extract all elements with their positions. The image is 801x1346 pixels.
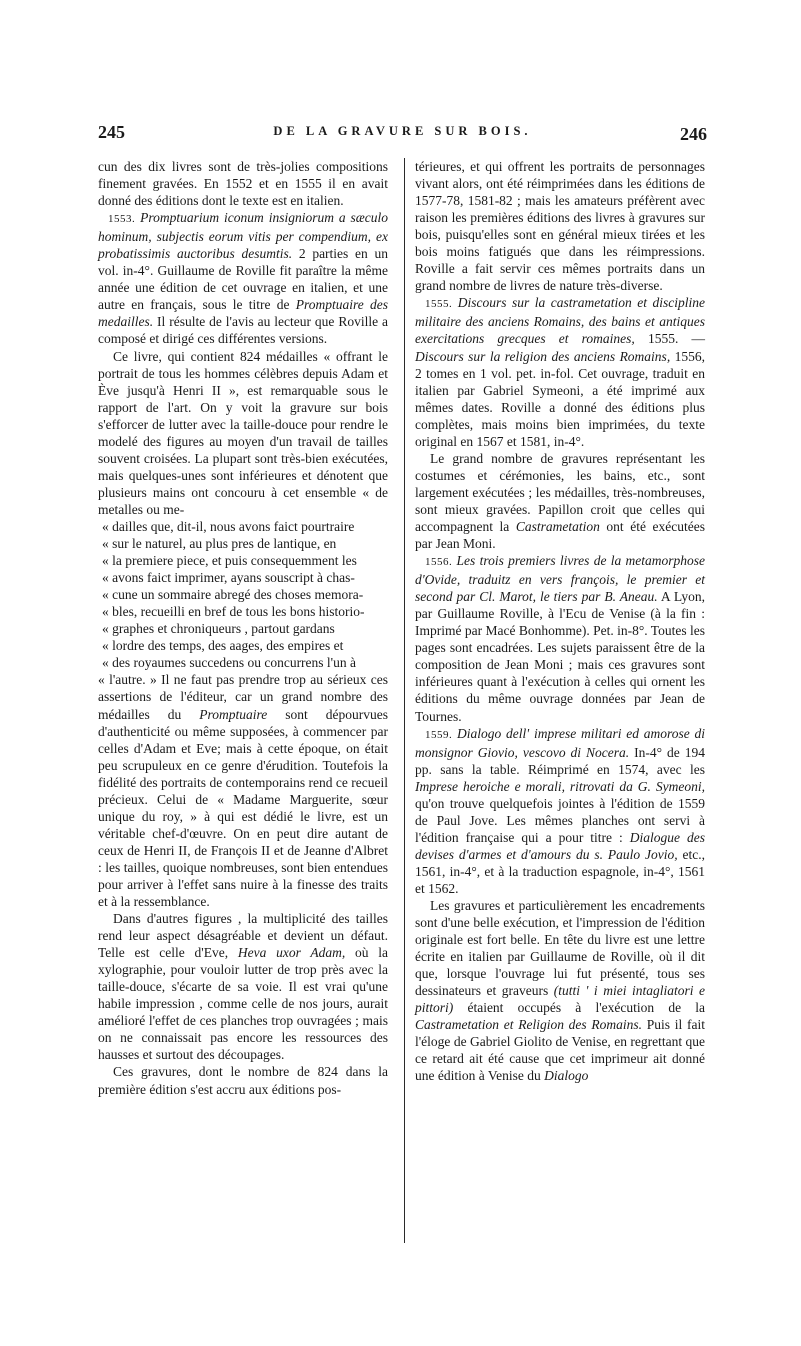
book-title: Discours sur la religion des anciens Romains, [415, 348, 671, 364]
column-divider [404, 158, 405, 1243]
paragraph-text: Puis il fait l'éloge de Gabriel Giolito de Venise, en regrettant que ce retard ait été cause que cet imprimeur ait donné une édition à Venise du [415, 1017, 705, 1084]
quote-line: « dailles que, dit-il, nous avons faict pourtraire [102, 518, 355, 534]
paragraph-text: Le grand nombre de gravures représentant les costumes et cérémonies, les bains, etc., sont largement exécutées ; les médailles, très-nombreuses, sont mieux gravées. Papillon croit que celles qui accompagnent la [415, 450, 705, 534]
paragraph-text: Les gravures et particulièrement les encadrements sont d'une belle exécution, et l'impression de l'édition originale est fort belle. En tête du livre est une lettre écrite en italien par Guillaume de Roville, où il dit que, lorsque l'ouvrage lui fut présenté, tous ses dessinateurs et graveurs [415, 898, 705, 999]
book-title: Promptuaire [199, 706, 268, 722]
quote-line: « sur le naturel, au plus pres de lantique, en [102, 536, 337, 552]
entry-text: In-4° de 194 pp. sans la table. Réimprimé en 1574, avec les [415, 744, 705, 777]
quote-line: « cune un sommaire abregé des choses memora- [102, 587, 364, 603]
entry-1556 [415, 552, 705, 724]
entry-year: 1553. [108, 213, 136, 226]
right-column [415, 158, 705, 1085]
paragraph-text: étaient occupés à l'exécution de la [453, 1000, 705, 1016]
quoted-phrase: (tutti ' i miei intagliatori e pittori) [415, 983, 705, 1016]
book-title: Castrametation et Religion des Romains. [415, 1017, 643, 1033]
paragraph: térieures, et qui offrent les portraits de personnages vivant alors, ont été réimprimées dans les éditions de 1577-78, 1581-82 ; mais les amateurs préfèrent avec raison les premières éditions des livres à gravures sur bois, puisqu'elles sont en général mieux tirées et les bois moins fatigués que dans les réimpressions. Roville a fait servir ces mêmes portraits dans un grand nombre de livres de nature très-diverse. [415, 159, 705, 294]
entry-text: Il résulte de l'avis au lecteur que Roville a composé et dirigé ces différentes versions. [98, 314, 388, 347]
paragraph-text: sont dépourvues d'authenticité ou même supposées, à commencer par celles d'Adam et Eve; mais à cette époque, on était peu scrupuleux en ce genre d'érudition. Toutefois la fidélité des portraits de contemporains rend ce recueil précieux. Celui de « Madame Marguerite, sœur unique du roy, » à qui est dédié le livre, est un véritable chef-d'œuvre. On en peut dire autant de ceux de Henri II, de François II et de Jeanne d'Albret : les tailles, quoique nombreuses, sont bien entendues pour arriver à l'effet sans nuire à la finesse des traits et à la ressemblance. [98, 706, 388, 910]
quote-line: « bles, recueilli en bref de tous les bons historio- [102, 604, 365, 620]
book-title: Promptuarium iconum insigniorum a sæculo hominum, subjectis eorum vitis per compendium, ex probatissimis auctoribus desumtis. [98, 210, 388, 262]
entry-text: A Lyon, par Guillaume Roville, à l'Ecu de Venise (à la fin : Imprimé par Macé Bonhomme). Pet. in-8°. Toutes les pages sont encadrées. Les sujets paraissent être de la composition de Jean Moni ; mais ces gravures sont inférieures quant à l'exécution à celles qui ornent les éditions du même ouvrage données par Jean de Tournes. [415, 589, 706, 724]
entry-year: 1559. [425, 728, 453, 741]
paragraph-text: « l'autre. » Il ne faut pas prendre trop au sérieux ces assertions de l'éditeur, car un grand nombre des médailles du [98, 672, 388, 722]
entry-1553 [98, 209, 388, 347]
entry-text: 1555. — [634, 331, 706, 347]
paragraph [98, 910, 388, 1063]
book-title: Promptuaire des medailles. [98, 297, 388, 330]
paragraph [98, 671, 388, 910]
paragraph: Ces gravures, dont le nombre de 824 dans la première édition s'est accru aux éditions pos- [98, 1064, 388, 1097]
quote-line: « lordre des temps, des aages, des empires et [102, 638, 344, 654]
page-number-left: 245 [98, 122, 125, 142]
book-title: Heva uxor Adam, [237, 945, 346, 961]
paragraph-text: ont été exécutées par Jean Moni. [415, 518, 705, 552]
entry-year: 1556. [425, 556, 453, 569]
quotation [98, 518, 388, 671]
paragraph [415, 897, 705, 1085]
left-column [98, 158, 388, 1098]
entry-1555 [415, 294, 705, 449]
entry-text: qu'on trouve quelquefois jointes à l'édition de 1559 de Paul Jove. Les mêmes planches ont servi à l'édition française qui a pour titre : [415, 795, 705, 845]
entry-text: 2 parties en un vol. in-4°. Guillaume de Roville fit paraître la même année une édition de cet ouvrage en italien, et une autre en français, sous le titre de [98, 246, 388, 313]
entry-year: 1555. [425, 298, 453, 311]
paragraph: Ce livre, qui contient 824 médailles « offrant le portrait de tous les hommes célèbres depuis Adam et Ève jusqu'à Henri II », est remarquable sous le rapport de l'art. On y voit la gravure sur bois s'efforcer de lutter avec la taille-douce pour rendre le modelé des figures au moyen d'un travail de tailles souvent croisées. La plupart sont très-bien exécutées, mais quelques-unes sont inférieures et dénotent que plusieurs mains ont concouru à cet ensemble « de metalles ou me- [98, 348, 388, 517]
quote-line: « des royaumes succedens ou concurrens l'un à [102, 655, 356, 671]
quote-line: « graphes et chroniqueurs , partout gardans [102, 621, 335, 637]
book-title: Dialogo [544, 1068, 589, 1084]
book-title: Imprese heroiche e morali, ritrovati da G. Symeoni, [415, 778, 705, 794]
book-title: Les trois premiers livres de la metamorphose d'Ovide, traduitz en vers françois, le premier et second par Cl. Marot, le tiers par B. Aneau. [415, 553, 706, 605]
running-head [98, 122, 707, 142]
paragraph: cun des dix livres sont de très-jolies compositions finement gravées. En 1552 et en 1555 il en avait donné des éditions dont le texte est en italien. [98, 159, 388, 209]
running-title: DE LA GRAVURE SUR BOIS. [273, 124, 532, 138]
page-number-right: 246 [680, 124, 707, 144]
paragraph [415, 450, 705, 552]
book-title: Discours sur la castrametation et discipline militaire des anciens Romains, des bains et antiques exercitations grecques et romaines, [415, 295, 705, 347]
book-title: Dialogo dell' imprese militari ed amorose di monsignor Giovio, vescovo di Nocera. [415, 725, 706, 760]
paragraph-text: où la xylographie, pour vouloir lutter de trop près avec la taille-douce, s'écarte de sa voie. Il est vrai qu'une habile impression , comme celle de nos jours, aurait amélioré l'effet de ces planches trop ouvragées ; mais on ne connaissait pas encore les ressources des hausses et surtout des découpages. [98, 945, 388, 1063]
entry-1559 [415, 725, 705, 897]
book-title: Castrametation [515, 518, 600, 534]
quote-line: « avons faict imprimer, ayans souscript à chas- [102, 570, 355, 586]
paragraph-text: Dans d'autres figures , la multiplicité des tailles rend leur aspect désagréable et devient un défaut. Telle est celle d'Eve, [98, 911, 388, 961]
entry-text: etc., 1561, in-4°, et à la traduction espagnole, in-4°, 1561 et 1562. [415, 846, 705, 896]
book-title: Dialogue des devises d'armes et d'amours du s. Paulo Jovio, [415, 829, 705, 862]
quote-line: « la premiere piece, et puis consequemment les [102, 553, 357, 569]
entry-text: 1556, 2 tomes en 1 vol. pet. in-fol. Cet ouvrage, traduit en italien par Gabriel Symeoni, a été imprimé aux mêmes dates. Roville a donné des éditions plus complètes, mais moins bien imprimées, du texte original en 1567 et 1581, in-4°. [415, 348, 706, 449]
